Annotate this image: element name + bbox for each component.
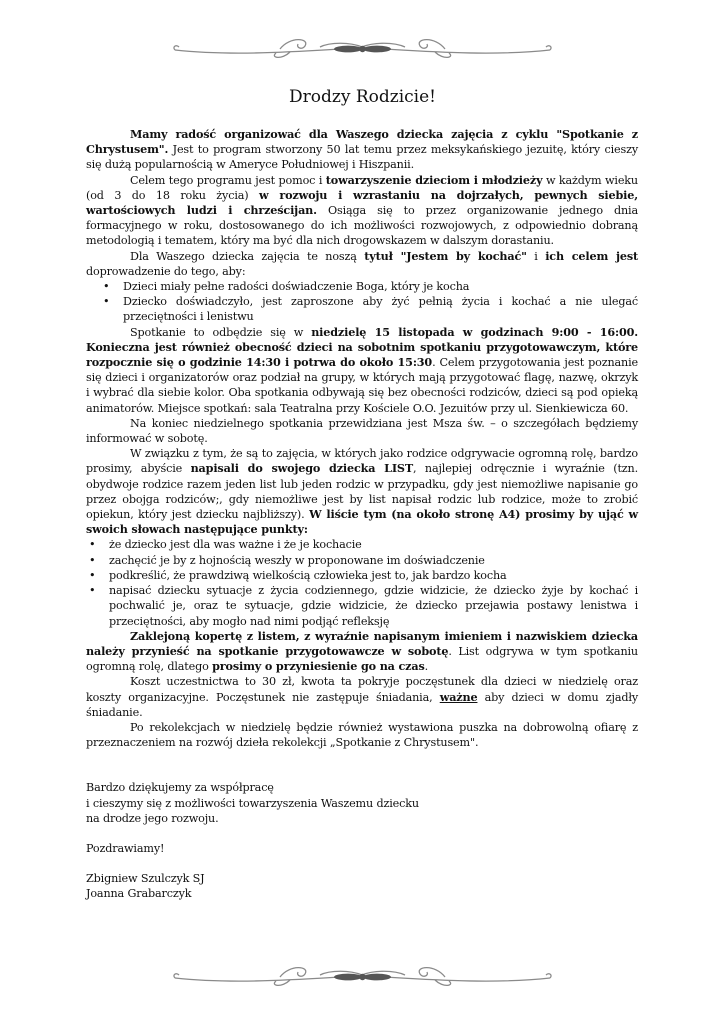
signature-name: Zbigniew Szulczyk SJ [86, 872, 205, 886]
list-item: • podkreślić, że prawdziwą wielkością człowieka jest to, jak bardzo kocha [86, 568, 638, 583]
list-item: • że dziecko jest dla was ważne i że je kochacie [86, 537, 638, 552]
closing-line: i cieszymy się z możliwości towarzyszenia Waszemu dziecku [86, 796, 419, 810]
list-item: • napisać dziecku sytuacje z życia codziennego, gdzie widzicie, że dziecko żyje by kochać i pochwalić je, oraz te sytuacje, gdzie widzicie, że dziecko przejawia postawy lenistwa i przeciętności, aby mogło nad nimi podjąć refleksję [86, 583, 638, 629]
closing-block [86, 780, 638, 901]
goals-list [86, 279, 638, 325]
greeting: Pozdrawiamy! [86, 841, 165, 855]
paragraph-letter-request: W związku z tym, że są to zajęcia, w których jako rodzice odgrywacie ogromną rolę, bardzo prosimy, abyście napisali do swojego dziecka LIST, najlepiej odręcznie i wyraźnie (tzn. obydwoje rodzice razem jeden list lub jeden rodzic w przypadku, gdy jest niemożliwe napisanie go przez obojga rodziców;, gdy niemożliwe jest by list napisał rodzic lub rodzice, może to zrobić opiekun, który jest dziecku najbliższy). W liście tym (na około stronę A4) prosimy by ująć w swoich słowach następujące punkty: [86, 447, 638, 537]
list-item: • Dzieci miały pełne radości doświadczenie Boga, który je kocha [86, 279, 638, 294]
signature-name: Joanna Grabarczyk [86, 887, 192, 901]
paragraph-offering: Po rekolekcjach w niedzielę będzie również wystawiona puszka na dobrowolną ofiarę z przeznaczeniem na rozwój dzieła rekolekcji „Spotkanie z Chrystusem". [86, 720, 638, 750]
paragraph-mass: Na koniec niedzielnego spotkania przewidziana jest Msza św. – o szczegółach będziemy informować w sobotę. [86, 416, 638, 446]
closing-line: na drodze jego rozwoju. [86, 811, 219, 825]
page-title: Drodzy Rodzicie! [289, 87, 436, 107]
paragraph-schedule: Spotkanie to odbędzie się w niedzielę 15 listopada w godzinach 9:00 - 16:00. Konieczna jest również obecność dzieci na sobotnim spotkaniu przygotowawczym, które rozpocznie się o godzinie 14:30 i potrwa do około 15:30. Celem przygotowania jest poznanie się dzieci i organizatorów oraz podział na grupy, w których mają przygotować flagę, nazwę, okrzyk i wybrać dla siebie kolor. Oba spotkania odbywają się bez obecności rodziców, dzieci są pod opieką animatorów. Miejsce spotkań: sala Teatralna przy Kościele O.O. Jezuitów przy ul. Sienkiewicza 60. [86, 324, 639, 415]
letter-body [86, 0, 638, 902]
paragraph-cost: Koszt uczestnictwa to 30 zł, kwota ta pokryje poczęstunek dla dzieci w niedzielę oraz koszty organizacyjne. Poczęstunek nie zastępuje śniadania, ważne aby dzieci w domu zjadły śniadanie. [86, 675, 638, 719]
bottom-ornament-icon [170, 962, 555, 994]
paragraph-title-goal: Dla Waszego dziecka zajęcia te noszą tytuł "Jestem by kochać" i ich celem jest doprowadzenie do tego, aby: [86, 248, 638, 278]
list-item: • zachęcić je by z hojnością weszły w proponowane im doświadczenie [86, 553, 638, 568]
paragraph-program-goal: Celem tego programu jest pomoc i towarzyszenie dzieciom i młodzieży w każdym wieku (od 3 do 18 roku życia) w rozwoju i wzrastaniu na dojrzałych, pewnych siebie, wartościowych ludzi i chrześcijan. Osiąga się to przez organizowanie jednego dnia formacyjnego w roku, dostosowanego do ich możliwości rozwojowych, z odpowiednio dobraną metodologią i tematem, który ma być dla nich drogowskazem w dalszym dorastaniu. [86, 172, 638, 248]
list-item: • Dziecko doświadczyło, jest zaproszone aby żyć pełnią życia i kochać a nie ulegać przeciętności i lenistwu [86, 294, 638, 324]
paragraph-intro: Mamy radość organizować dla Waszego dziecka zajęcia z cyklu "Spotkanie z Chrystusem". Jest to program stworzony 50 lat temu przez meksykańskiego jezuitę, który cieszy się dużą popularnością w Ameryce Południowej i Hiszpanii. [86, 127, 638, 172]
closing-line: Bardzo dziękujemy za współpracę [86, 781, 274, 795]
letter-points-list [86, 537, 638, 628]
paragraph-envelope: Zaklejoną kopertę z listem, z wyraźnie napisanym imieniem i nazwiskiem dziecka należy przynieść na spotkanie przygotowawcze w sobotę. List odgrywa w tym spotkaniu ogromną rolę, dlatego prosimy o przyniesienie go na czas. [86, 628, 638, 674]
